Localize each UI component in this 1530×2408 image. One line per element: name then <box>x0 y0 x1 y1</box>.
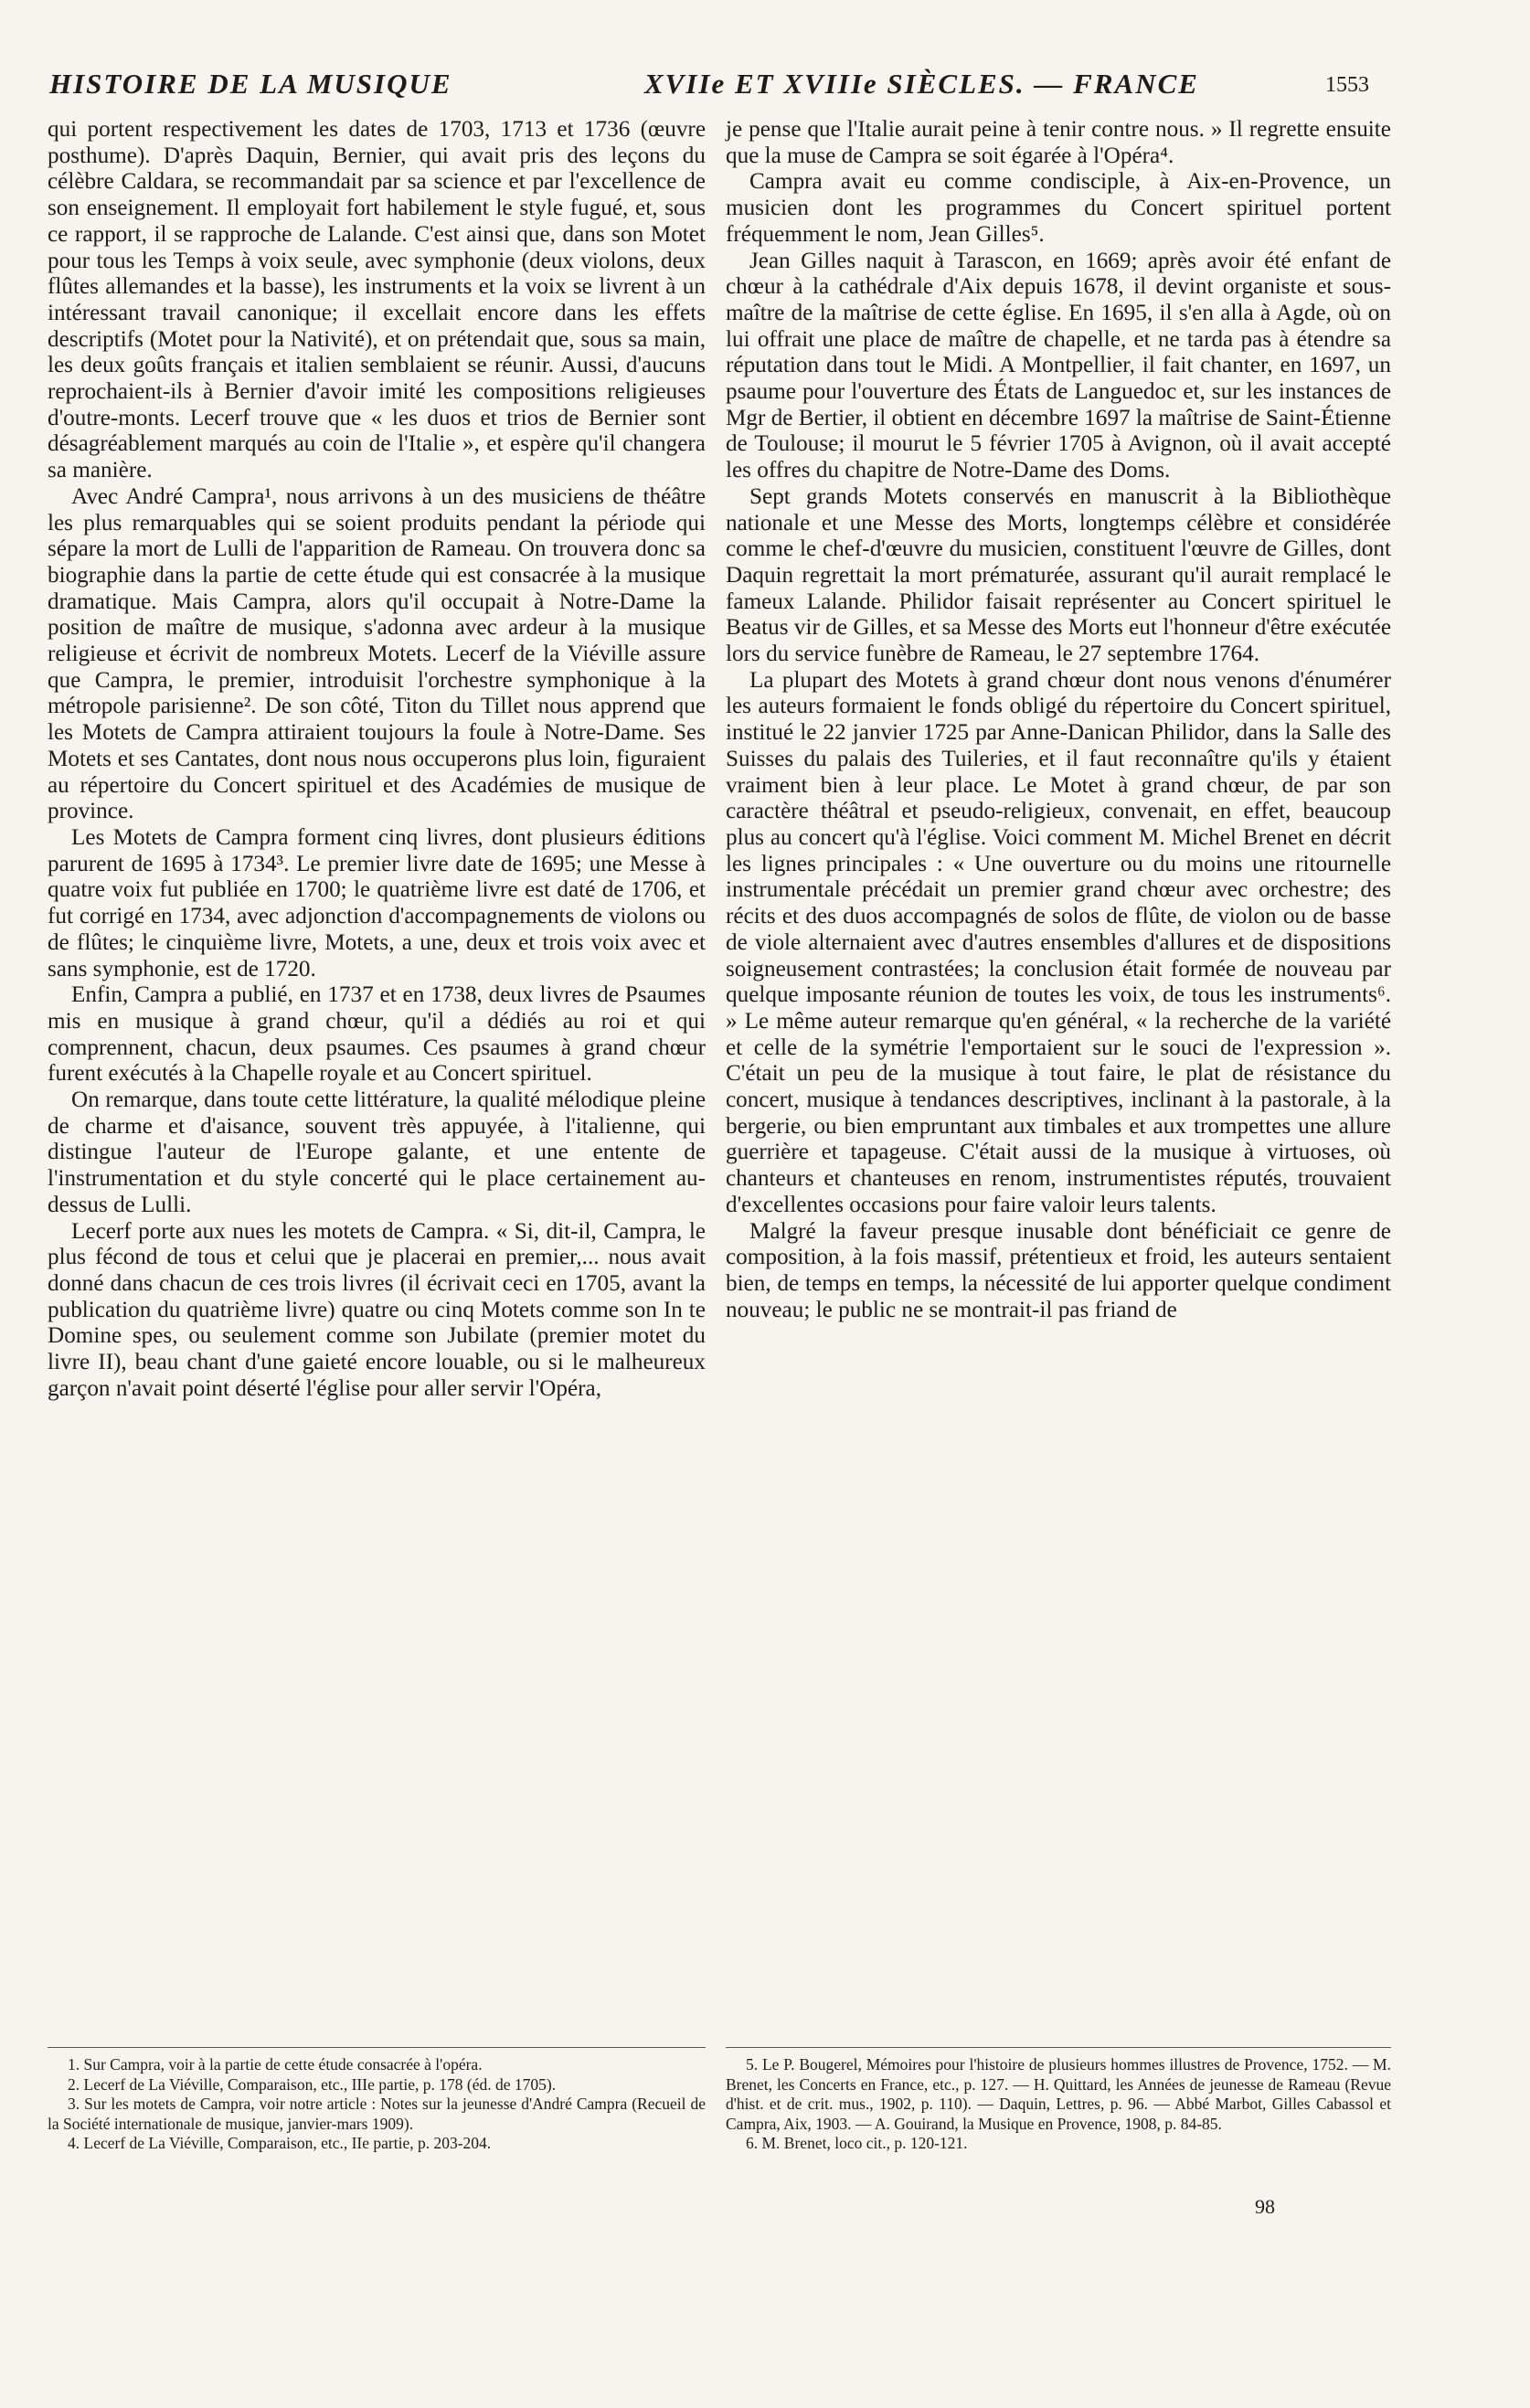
footnote: 6. M. Brenet, loco cit., p. 120-121. <box>746 2134 968 2153</box>
paragraph: Lecerf porte aux nues les motets de Campra. « Si, dit-il, Campra, le plus fécond de tous et celui que je placerai en premier,... nous avait donné dans chacun de ces trois livres (il écrivait ceci en 1705, avant la publication du quatrième livre) quatre ou cinq Motets comme son In te Domine spes, ou seulement comme son Jubilate (premier motet du livre II), beau chant d'une gaieté encore louable, ou si le malheureux garçon n'avait point déserté l'église pour aller servir l'Opéra, <box>48 1218 706 1401</box>
paragraph: Jean Gilles naquit à Tarascon, en 1669; après avoir été enfant de chœur à la cathédrale d'Aix depuis 1678, il devint organiste et sous-maître de la maîtrise de cette église. En 1695, il s'en alla à Agde, où on lui offrait une place de maître de chapelle, et ne tarda pas à étendre sa réputation dans tout le Midi. A Montpellier, il fait chanter, en 1697, un psaume pour l'ouverture des États de Languedoc et, sur les instances de Mgr de Bertier, il obtient en décembre 1697 la maîtrise de Saint-Étienne de Toulouse; il mourut le 5 février 1705 à Avignon, où il avait accepté les offres du chapitre de Notre-Dame des Doms. <box>726 248 1391 483</box>
paragraph: Les Motets de Campra forment cinq livres, dont plusieurs éditions parurent de 1695 à 1734³. Le premier livre date de 1695; une Messe à quatre voix fut publiée en 1700; le quatrième livre est daté de 1706, et fut corrigé en 1734, avec adjonction d'accompagnements de violons ou de flûtes; le cinquième livre, Motets, a une, deux et trois voix avec et sans symphonie, est de 1720. <box>48 824 706 981</box>
running-head-title: HISTOIRE DE LA MUSIQUE <box>49 68 452 100</box>
folio-number: 98 <box>1255 2195 1275 2218</box>
footnote: 3. Sur les motets de Campra, voir notre article : Notes sur la jeunesse d'André Campra (Recueil de la Société internationale de musique, janvier-mars 1909). <box>48 2095 706 2133</box>
running-head-section: XVIIe ET XVIIIe SIÈCLES. — FRANCE <box>644 68 1199 100</box>
paragraph: qui portent respectivement les dates de 1703, 1713 et 1736 (œuvre posthume). D'après Daquin, Bernier, qui avait pris des leçons du célèbre Caldara, se recommandait par sa science et par l'excellence de son enseignement. Il employait fort habilement le style fugué, et, sous ce rapport, il se rapproche de Lalande. C'est ainsi que, dans son Motet pour tous les Temps à voix seule, avec symphonie (deux violons, deux flûtes allemandes et la basse), les instruments et la voix se livrent à un intéressant travail canonique; il excellait encore dans les effets descriptifs (Motet pour la Nativité), et on prétendait que, sous sa main, les deux goûts français et italien semblaient se réunir. Aussi, d'aucuns reprochaient-ils à Bernier d'avoir imité les compositions religieuses d'outre-monts. Lecerf trouve que « les duos et trios de Bernier sont désagréablement marqués au coin de l'Italie », et espère qu'il changera sa manière. <box>48 117 706 483</box>
paragraph: On remarque, dans toute cette littérature, la qualité mélodique pleine de charme et d'aisance, souvent très appuyée, à l'italienne, qui distingue l'auteur de l'Europe galante, et une entente de l'instrumentation et du style concerté qui le place certainement au-dessus de Lulli. <box>48 1087 706 1217</box>
paragraph: Enfin, Campra a publié, en 1737 et en 1738, deux livres de Psaumes mis en musique à grand chœur, qu'il a dédiés au roi et qui comprennent, chacun, deux psaumes. Ces psaumes à grand chœur furent exécutés à la Chapelle royale et au Concert spirituel. <box>48 982 706 1087</box>
left-column <box>48 117 706 1402</box>
footnotes-left <box>48 2047 706 2154</box>
footnote: 1. Sur Campra, voir à la partie de cette étude consacrée à l'opéra. <box>68 2055 483 2074</box>
footnote: 2. Lecerf de La Viéville, Comparaison, etc., IIIe partie, p. 178 (éd. de 1705). <box>68 2074 557 2094</box>
footnote: 4. Lecerf de La Viéville, Comparaison, etc., IIe partie, p. 203-204. <box>68 2134 492 2153</box>
right-column <box>726 117 1391 1323</box>
page-number: 1553 <box>1325 73 1369 97</box>
footnote: 5. Le P. Bougerel, Mémoires pour l'histoire de plusieurs hommes illustres de Provence, 1752. — M. Brenet, les Concerts en France, etc., p. 127. — H. Quittard, les Années de jeunesse de Rameau (Revue d'hist. et de crit. mus., 1902, p. 110). — Daquin, Lettres, p. 96. — Abbé Marbot, Gilles Cabassol et Campra, Aix, 1903. — A. Gouirand, la Musique en Provence, 1908, p. 84-85. <box>726 2055 1391 2133</box>
paragraph: je pense que l'Italie aurait peine à tenir contre nous. » Il regrette ensuite que la muse de Campra se soit égarée à l'Opéra⁴. <box>726 117 1391 168</box>
paragraph: Sept grands Motets conservés en manuscrit à la Bibliothèque nationale et une Messe des Morts, longtemps célèbre et considérée comme le chef-d'œuvre du musicien, constituent l'œuvre de Gilles, dont Daquin regrettait la mort prématurée, assurant qu'il aurait remplacé le fameux Lalande. Philidor faisait représenter au Concert spirituel le Beatus vir de Gilles, et sa Messe des Morts eut l'honneur d'être exécutée lors du service funèbre de Rameau, le 27 septembre 1764. <box>726 483 1391 667</box>
paragraph: Campra avait eu comme condisciple, à Aix-en-Provence, un musicien dont les programmes du Concert spirituel portent fréquemment le nom, Jean Gilles⁵. <box>726 169 1391 247</box>
paragraph: Avec André Campra¹, nous arrivons à un des musiciens de théâtre les plus remarquables qui se soient produits pendant la période qui sépare la mort de Lulli de l'apparition de Rameau. On trouvera donc sa biographie dans la partie de cette étude qui est consacrée à la musique dramatique. Mais Campra, alors qu'il occupait à Notre-Dame la position de maître de musique, s'adonna avec ardeur à la musique religieuse et écrivit de nombreux Motets. Lecerf de la Viéville assure que Campra, le premier, introduisit l'orchestre symphonique à la métropole parisienne². De son côté, Titon du Tillet nous apprend que les Motets de Campra attiraient toujours la foule à Notre-Dame. Ses Motets et ses Cantates, dont nous nous occuperons plus loin, figuraient au répertoire du Concert spirituel et des Académies de musique de province. <box>48 483 706 824</box>
running-head <box>46 68 1398 108</box>
paragraph: Malgré la faveur presque inusable dont bénéficiait ce genre de composition, à la fois massif, prétentieux et froid, les auteurs sentaient bien, de temps en temps, la nécessité de lui apporter quelque condiment nouveau; le public ne se montrait-il pas friand de <box>726 1218 1391 1322</box>
paragraph: La plupart des Motets à grand chœur dont nous venons d'énumérer les auteurs formaient le fonds obligé du répertoire du Concert spirituel, institué le 22 janvier 1725 par Anne-Danican Philidor, dans la Salle des Suisses du palais des Tuileries, et il faut reconnaître qu'ils y étaient vraiment bien à leur place. Le Motet à grand chœur, de par son caractère théâtral et pseudo-religieux, convenait, en effet, beaucoup plus au concert qu'à l'église. Voici comment M. Michel Brenet en décrit les lignes principales : « Une ouverture ou du moins une ritournelle instrumentale précédait un premier grand chœur avec orchestre; des récits et des duos accompagnés de solos de flûte, de violon ou de basse de viole alternaient avec d'autres ensembles d'allures et de dispositions soigneusement contrastées; la conclusion était formée de nouveau par quelque imposante réunion de toutes les voix, de tous les instruments⁶. » Le même auteur remarque qu'en général, « la recherche de la variété et celle de la symétrie l'emportaient sur le souci de l'expression ». C'était un peu de la musique à tout faire, le plat de résistance du concert, musique à tendances descriptives, inclinant à la pastorale, à la bergerie, ou bien empruntant aux timbales et aux trompettes une allure guerrière et tapageuse. C'était aussi de la musique à virtuoses, où chanteurs et chanteuses en renom, instrumentistes réputés, trouvaient d'excellentes occasions pour faire valoir leurs talents. <box>726 667 1391 1217</box>
footnotes-right <box>726 2047 1391 2154</box>
